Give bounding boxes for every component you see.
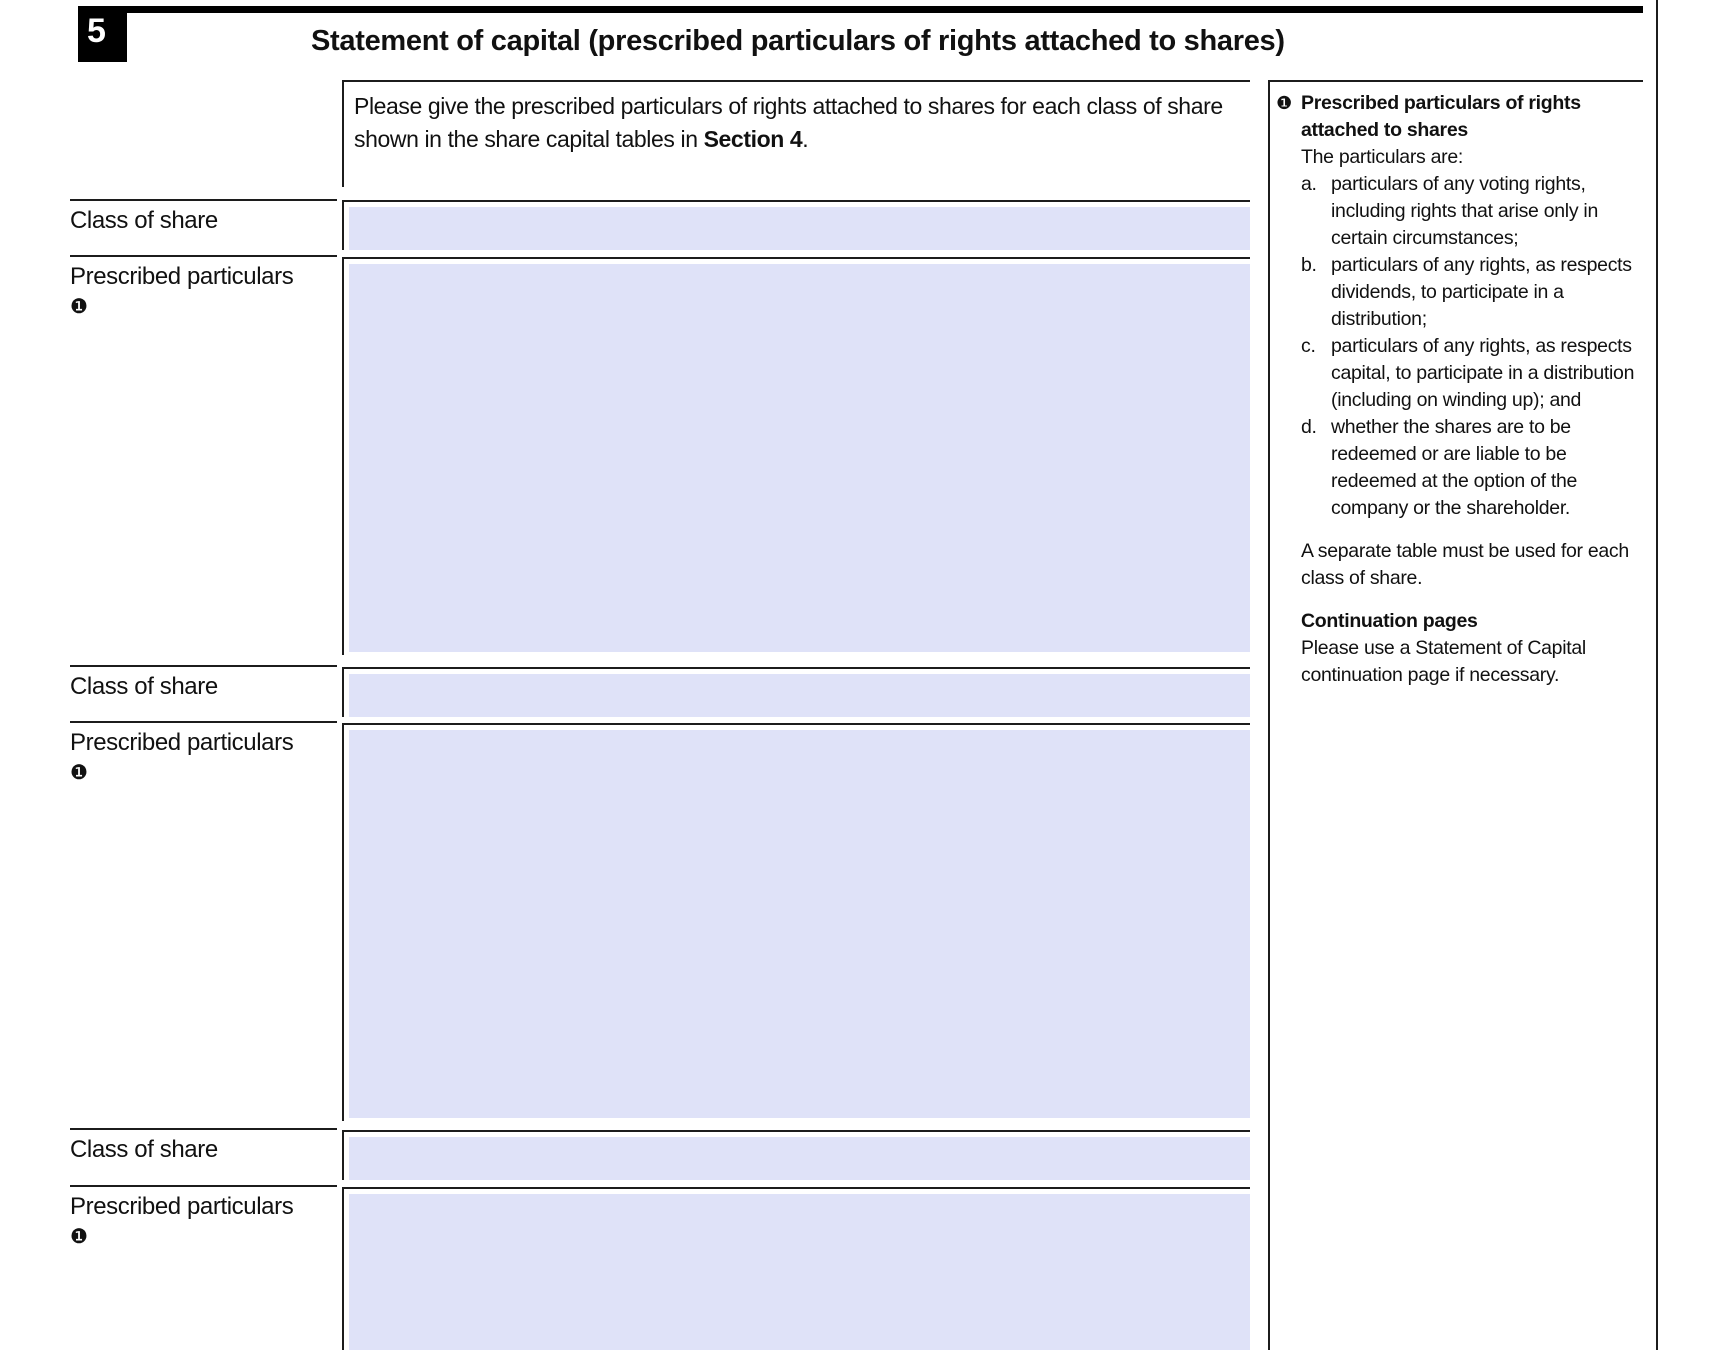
note-item-text: particulars of any rights, as respects dividends, to participate in a distribution; (1331, 254, 1632, 330)
note-item-letter: c. (1301, 335, 1316, 357)
note-item-d (1301, 414, 1643, 522)
class-of-share-input-1[interactable] (349, 207, 1250, 250)
footnote-1-marker-icon: ❶ (70, 294, 88, 318)
prescribed-particulars-input-1[interactable] (349, 264, 1250, 652)
note-item-text: particulars of any rights, as respects capital, to participate in a distribution (including on winding up); and (1331, 335, 1635, 411)
row-label-text: Class of share (70, 673, 218, 700)
row-label-text: Prescribed particulars (70, 729, 294, 756)
note-item-letter: b. (1301, 254, 1317, 276)
continuation-pages-text: Please use a Statement of Capital continuation page if necessary. (1301, 637, 1586, 686)
row-label-text: Class of share (70, 207, 218, 234)
note-item-a (1301, 171, 1643, 252)
prescribed-particulars-label-1 (70, 255, 337, 318)
prescribed-particulars-field-2 (342, 723, 1250, 1121)
class-of-share-label-3 (70, 1128, 337, 1164)
class-of-share-field-2 (342, 667, 1250, 717)
note-item-letter: d. (1301, 416, 1317, 438)
section-title: Statement of capital (prescribed particulars of rights attached to shares) (311, 25, 1285, 57)
prescribed-particulars-label-3 (70, 1185, 337, 1248)
class-of-share-label-1 (70, 199, 337, 235)
continuation-pages-title: Continuation pages (1301, 610, 1478, 632)
note-item-c (1301, 333, 1643, 414)
page-right-margin-rule (1656, 0, 1658, 1350)
notes-sidebar (1268, 80, 1643, 1350)
note-1-heading (1276, 90, 1643, 144)
note-intro: The particulars are: (1301, 146, 1463, 168)
instruction-box (342, 80, 1250, 187)
prescribed-particulars-field-3 (342, 1187, 1250, 1350)
section-header-bar (78, 6, 1643, 13)
note-item-letter: a. (1301, 173, 1317, 195)
note-item-text: whether the shares are to be redeemed or are liable to be redeemed at the option of the company or the shareholder. (1331, 416, 1578, 519)
prescribed-particulars-field-1 (342, 257, 1250, 655)
instruction-period: . (802, 126, 809, 152)
separate-table-note: A separate table must be used for each class of share. (1301, 540, 1629, 589)
row-label-text: Prescribed particulars (70, 263, 294, 290)
row-label-text: Class of share (70, 1136, 218, 1163)
footnote-1-marker-icon: ❶ (70, 1224, 88, 1248)
note-item-text: particulars of any voting rights, including rights that arise only in certain circumstances; (1331, 173, 1598, 249)
footnote-1-marker-icon: ❶ (1276, 93, 1292, 114)
instruction-section-ref: Section 4 (703, 126, 803, 152)
prescribed-particulars-input-2[interactable] (349, 730, 1250, 1118)
section-number-box (78, 6, 127, 62)
footnote-1-marker-icon: ❶ (70, 760, 88, 784)
row-label-text: Prescribed particulars (70, 1193, 294, 1220)
class-of-share-field-1 (342, 200, 1250, 250)
note-1-body (1301, 144, 1643, 689)
class-of-share-input-2[interactable] (349, 674, 1250, 717)
class-of-share-label-2 (70, 665, 337, 701)
class-of-share-input-3[interactable] (349, 1137, 1250, 1180)
prescribed-particulars-label-2 (70, 721, 337, 784)
class-of-share-field-3 (342, 1130, 1250, 1180)
section-number: 5 (87, 12, 106, 50)
instruction-text: Please give the prescribed particulars of rights attached to shares for each class of share shown in the share capital tables in (354, 93, 1223, 152)
note-1-title: Prescribed particulars of rights attached to shares (1301, 92, 1581, 141)
prescribed-particulars-input-3[interactable] (349, 1194, 1250, 1350)
note-item-b (1301, 252, 1643, 333)
